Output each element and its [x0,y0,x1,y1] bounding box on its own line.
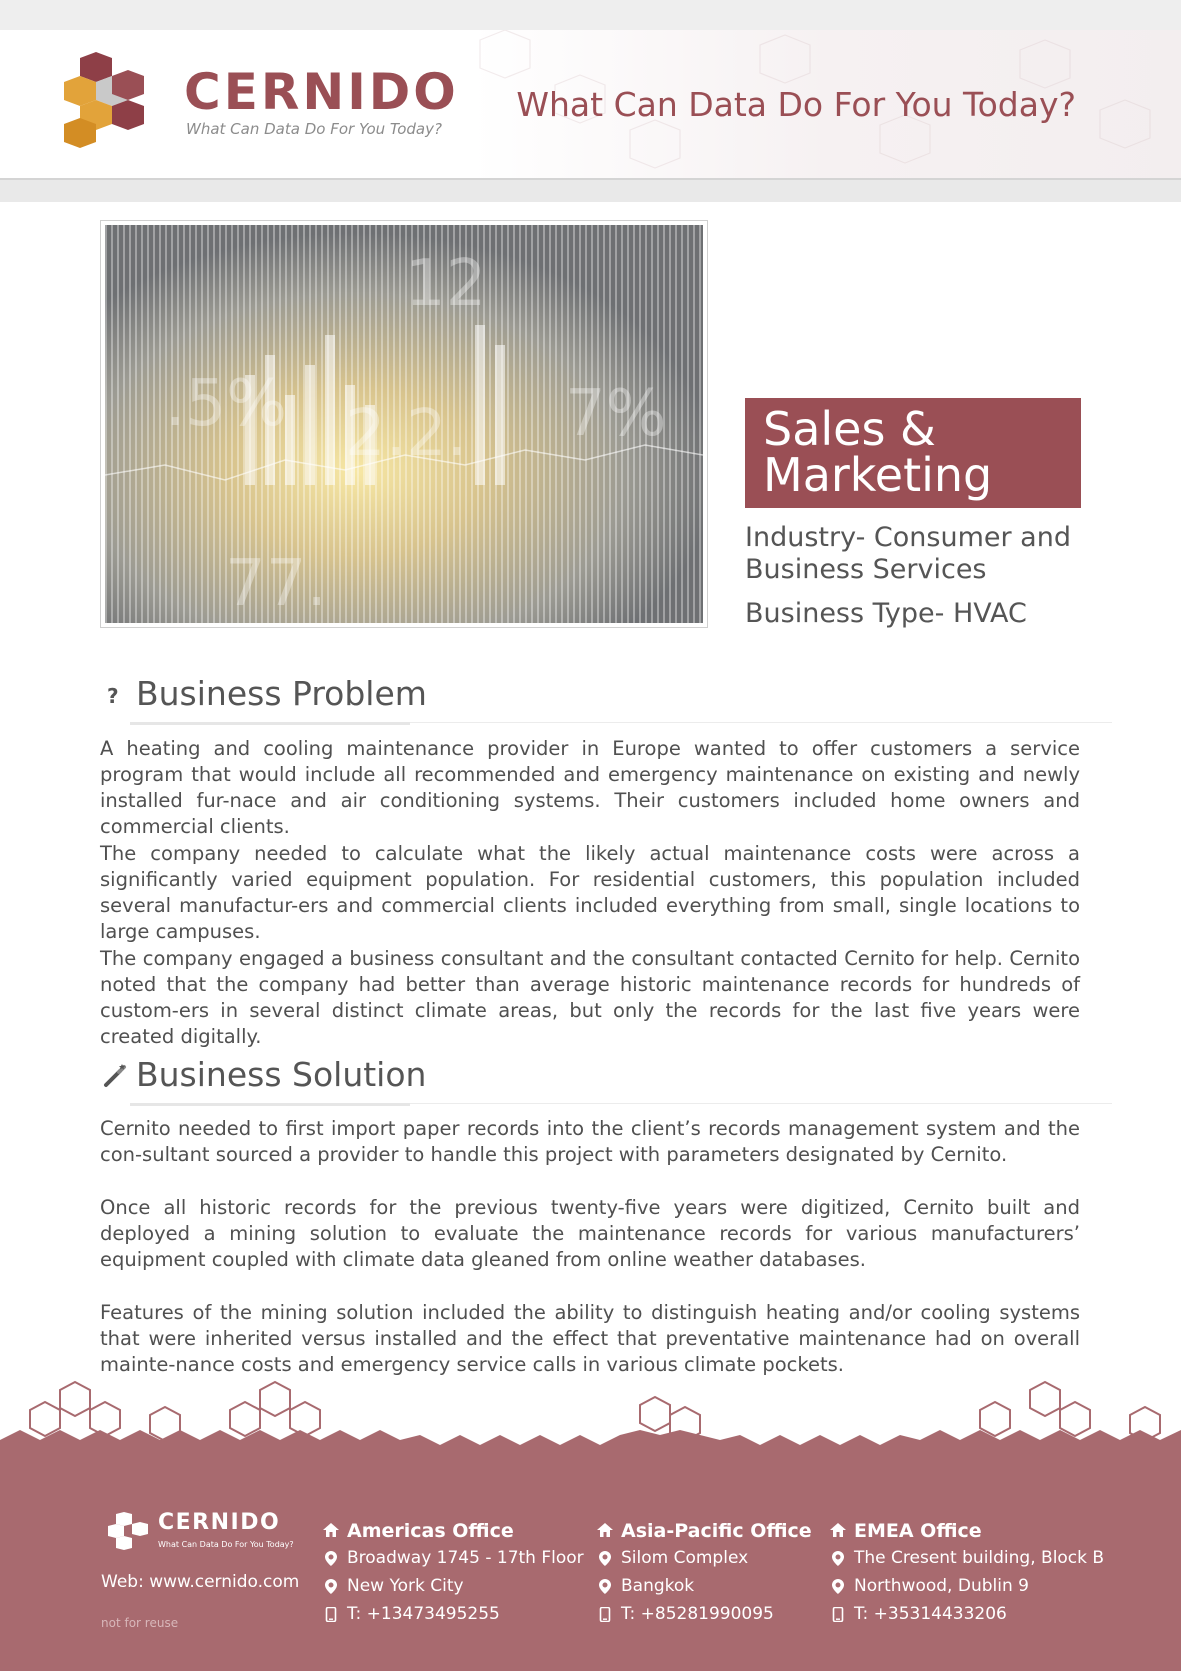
footer-brand-tagline: What Can Data Do For You Today? [158,1540,294,1549]
office-city: New York City [347,1576,464,1596]
office-address: Silom Complex [621,1548,749,1568]
map-pin-icon [832,1579,844,1594]
office-emea [830,1518,1104,1628]
home-icon [323,1523,339,1537]
footer-brand-name: CERNIDO [158,1510,281,1535]
footer-notice: not for reuse [101,1616,179,1630]
office-title: Asia-Pacific Office [621,1520,812,1542]
phone-icon [325,1607,337,1622]
office-city: Northwood, Dublin 9 [854,1576,1029,1596]
category-title: Sales & Marketing [763,402,993,502]
office-title: Americas Office [347,1520,514,1542]
top-strip [0,0,1181,30]
problem-paragraph: A heating and cooling maintenance provider in Europe wanted to offer customers a service program that would include all recommended and emergency maintenance on existing and newly installed fur-nace and air conditioning systems. Their customers included home owners and commercial clients. [100,737,1080,838]
brand-name: CERNIDO [184,63,459,121]
problem-paragraph: The company engaged a business consultant and the consultant contacted Cernito for help. Cernito noted that the company had better than average historic maintenance records for hundreds of custom-ers in several distinct climate areas, but only the records for the last five years were created digitally. [100,947,1080,1048]
footer-website[interactable]: Web: www.cernido.com [101,1572,300,1592]
divider-accent [130,1103,410,1106]
solution-paragraph: Once all historic records for the previous twenty-five years were digitized, Cernito built and deployed a mining solution to evaluate the maintenance records for various manufacturers’ equipment coupled with climate data gleaned from online weather databases. [100,1196,1080,1271]
problem-section-header [100,672,1112,718]
industry-label: Industry- Consumer and Business Services [745,522,1071,585]
office-address: Broadway 1745 - 17th Floor [347,1548,584,1568]
hexagon-border [0,1380,1181,1470]
office-phone[interactable]: T: +35314433206 [854,1604,1007,1624]
solution-paragraph: Features of the mining solution included the ability to distinguish heating and/or cooling systems that were inherited versus installed and the effect that preventative maintenance had on overall mainte-nance costs and emergency service calls in various climate pockets. [100,1301,1080,1376]
question-icon [102,682,128,708]
map-pin-icon [599,1551,611,1566]
office-title: EMEA Office [854,1520,982,1542]
brand-tagline: What Can Data Do For You Today? [186,120,442,138]
map-pin-icon [599,1579,611,1594]
problem-paragraph: The company needed to calculate what the likely actual maintenance costs were across a significantly varied equipment population. For residential customers, this population included several manufactur-ers and commercial clients included everything from small, single locations to large campuses. [100,842,1080,943]
office-phone[interactable]: T: +13473495255 [347,1604,500,1624]
office-asia-pacific [597,1518,812,1628]
business-type-label: Business Type- HVAC [745,598,1027,629]
office-address: The Cresent building, Block B [854,1548,1105,1568]
office-city: Bangkok [621,1576,695,1596]
home-icon [830,1523,846,1537]
home-icon [597,1523,613,1537]
office-phone[interactable]: T: +85281990095 [621,1604,774,1624]
svg-text:7%: 7% [565,377,667,451]
map-pin-icon [325,1579,337,1594]
map-pin-icon [325,1551,337,1566]
solution-heading: Business Solution [136,1055,427,1094]
cernido-logo-icon [60,52,160,148]
divider-accent [130,722,410,725]
header-headline: What Can Data Do For You Today? [516,85,1076,124]
magic-wand-icon [102,1063,128,1089]
svg-text:77.: 77. [225,547,327,621]
map-pin-icon [832,1551,844,1566]
svg-text:?: ? [107,684,119,708]
solution-section-header [100,1053,1112,1099]
hero-image [100,220,708,628]
page-footer [0,1468,1181,1671]
header-subbar [0,180,1181,202]
phone-icon [599,1607,611,1622]
svg-text:.5%: .5% [165,367,287,441]
phone-icon [832,1607,844,1622]
problem-heading: Business Problem [136,674,427,713]
solution-paragraph: Cernito needed to first import paper records into the client’s records management system and the con-sultant sourced a provider to handle this project with parameters designated by Cernito. [100,1117,1080,1166]
office-americas [323,1518,584,1628]
category-banner [745,398,1081,508]
cernido-logo-icon [106,1512,150,1552]
data-visualization-image [105,225,703,623]
svg-text:2.2.: 2.2. [345,397,468,471]
svg-text:12: 12 [405,247,487,321]
